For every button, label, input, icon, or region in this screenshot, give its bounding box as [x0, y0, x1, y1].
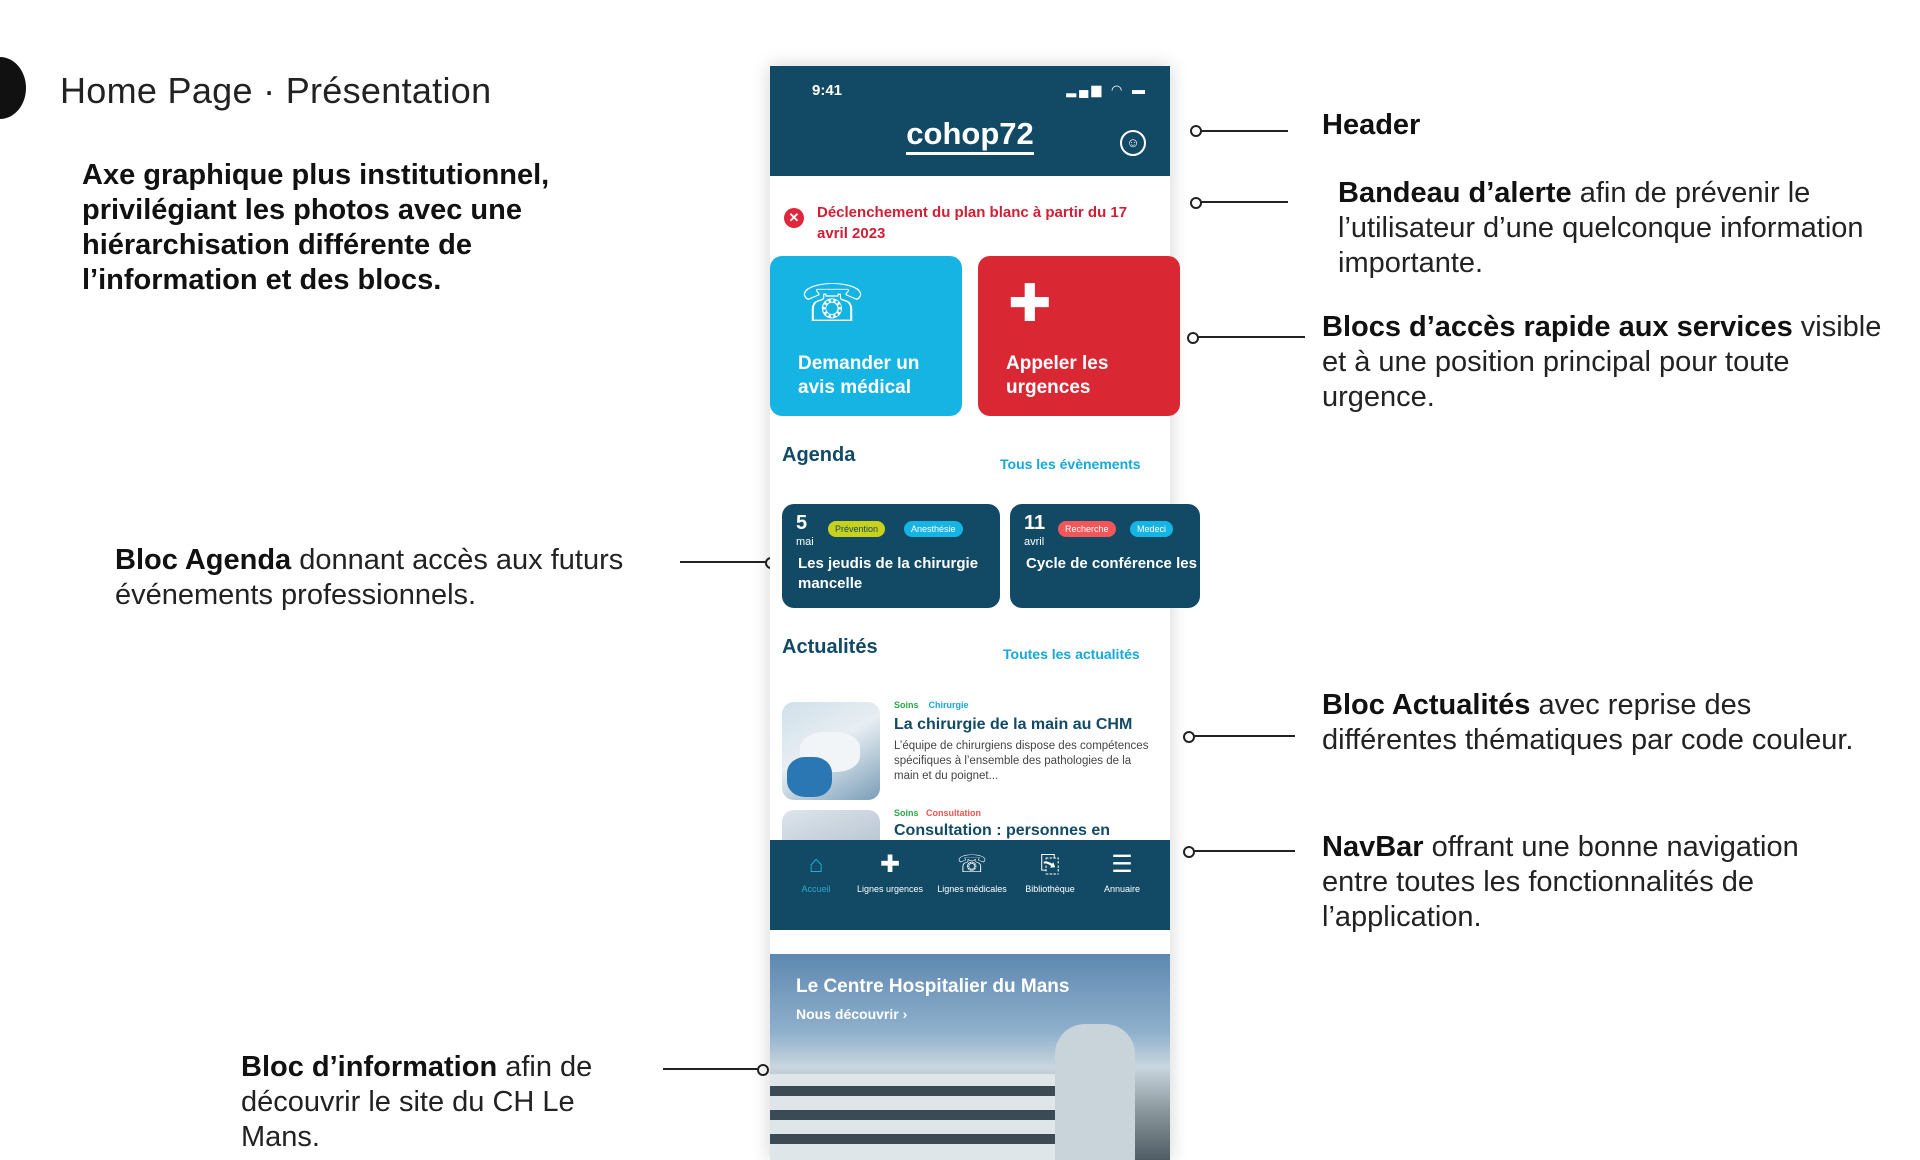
connector-line — [1193, 850, 1295, 852]
nav-library[interactable]: ⎘ Bibliothèque — [1010, 850, 1090, 894]
connector-line — [1193, 735, 1295, 737]
app-logo[interactable]: cohop72 — [770, 116, 1170, 152]
bottom-navbar — [770, 840, 1170, 930]
quick-label: Demander un avis médical — [798, 353, 920, 398]
news-tags: Soins Chirurgie — [894, 700, 969, 710]
event-tag: Prévention — [828, 521, 885, 537]
news-desc: L’équipe de chirurgiens dispose des compétences spécifiques à l’ensemble des pathologies de la main et du poignet... — [894, 740, 1149, 782]
news-title-text: La chirurgie de la main au CHM — [894, 716, 1133, 733]
connector-dot — [1190, 197, 1202, 209]
connector-line — [663, 1068, 763, 1070]
call-emergency-button[interactable] — [978, 256, 1180, 416]
news-tags: Soins Consultation — [894, 808, 982, 818]
doctor-phone-icon: ☏ — [800, 275, 866, 333]
news-image — [782, 702, 880, 800]
emergency-phone-icon: ✚ — [1008, 275, 1052, 333]
info-title: Le Centre Hospitalier du Mans — [796, 976, 1070, 997]
agenda-card[interactable] — [782, 504, 1000, 608]
slide-bullet — [0, 57, 26, 119]
connector-dot — [1187, 332, 1199, 344]
intro-text: Axe graphique plus institutionnel, privilégiant les photos avec une hiérarchisation différente de l’information et des blocs. — [82, 159, 550, 296]
page-title: Home Page · Présentation — [60, 70, 492, 111]
app-header — [770, 66, 1170, 176]
all-news-link[interactable]: Toutes les actualités — [1003, 646, 1140, 662]
quick-label: Appeler les urgences — [1006, 353, 1109, 398]
event-tag: Recherche — [1058, 521, 1116, 537]
event-day: 11 — [1024, 512, 1046, 534]
connector-line — [1197, 336, 1305, 338]
list-icon: ☰ — [1111, 851, 1133, 878]
discover-link[interactable]: Nous découvrir › — [796, 1006, 908, 1022]
connector-dot — [1183, 846, 1195, 858]
note-agenda: Bloc Agenda donnant accès aux futurs événements professionnels. — [115, 544, 624, 611]
note-info: Bloc d’information afin de découvrir le site du CH Le Mans. — [241, 1051, 593, 1153]
nav-medical-lines[interactable]: ☏ Lignes médicales — [932, 850, 1012, 894]
agenda-card[interactable] — [1010, 504, 1287, 608]
wifi-icon: ◠ — [1111, 82, 1126, 97]
note-navbar: NavBar offrant une bonne navigation entre toutes les fonctionnalités de l’application. — [1322, 831, 1799, 933]
event-day: 5 — [796, 512, 808, 534]
signal-icon: ▂▄▆ — [1066, 82, 1105, 97]
alert-banner[interactable] — [770, 176, 1170, 256]
alert-text: Déclenchement du plan blanc à partir du 17 avril 2023 — [817, 204, 1128, 242]
all-events-link[interactable]: Tous les évènements — [1000, 456, 1141, 472]
status-time: 9:41 — [812, 82, 843, 99]
news-title: Actualités — [782, 636, 878, 658]
battery-icon: ▬ — [1132, 82, 1148, 97]
event-month: mai — [796, 536, 814, 548]
news-title-text: Consultation : personnes en — [894, 822, 1111, 839]
close-icon[interactable]: ✕ — [784, 208, 804, 228]
nav-emergency-lines[interactable]: ✚ Lignes urgences — [850, 850, 930, 894]
hospital-tower-image — [1055, 1024, 1135, 1160]
event-tag: Medeci — [1130, 521, 1173, 537]
note-quick: Blocs d’accès rapide aux services visible et à une position principal pour toute urgence. — [1322, 311, 1882, 413]
profile-icon[interactable]: ☺ — [1120, 130, 1146, 156]
status-icons — [1066, 82, 1148, 98]
ask-medical-advice-button[interactable] — [770, 256, 962, 416]
connector-line — [1200, 130, 1288, 132]
agenda-title: Agenda — [782, 444, 856, 466]
info-block[interactable] — [770, 954, 1170, 1160]
note-news: Bloc Actualités avec reprise des différentes thématiques par code couleur. — [1322, 689, 1854, 756]
connector-line — [680, 561, 770, 563]
news-item[interactable] — [770, 806, 1170, 840]
event-tag: Anesthésie — [904, 521, 963, 537]
event-title: Les jeudis de la chirurgie mancelle — [798, 555, 979, 592]
event-title: Cycle de conférence les experts MIR — [1026, 555, 1287, 572]
phone-screen — [770, 66, 1287, 1160]
event-month: avril — [1024, 536, 1045, 548]
connector-line — [1200, 201, 1288, 203]
nav-directory[interactable]: ☰ Annuaire — [1082, 850, 1162, 894]
doctor-phone-icon: ☏ — [956, 851, 987, 878]
nav-home[interactable]: ⌂ Accueil — [776, 850, 856, 894]
connector-dot — [757, 1064, 769, 1076]
emergency-phone-icon: ✚ — [879, 851, 901, 878]
note-header: Header — [1322, 109, 1421, 141]
library-icon: ⎘ — [1040, 851, 1060, 878]
note-alert: Bandeau d’alerte afin de prévenir le l’utilisateur d’une quelconque information importante. — [1338, 177, 1864, 279]
home-icon: ⌂ — [808, 851, 824, 878]
connector-dot — [1183, 731, 1195, 743]
news-item[interactable] — [770, 690, 1170, 800]
